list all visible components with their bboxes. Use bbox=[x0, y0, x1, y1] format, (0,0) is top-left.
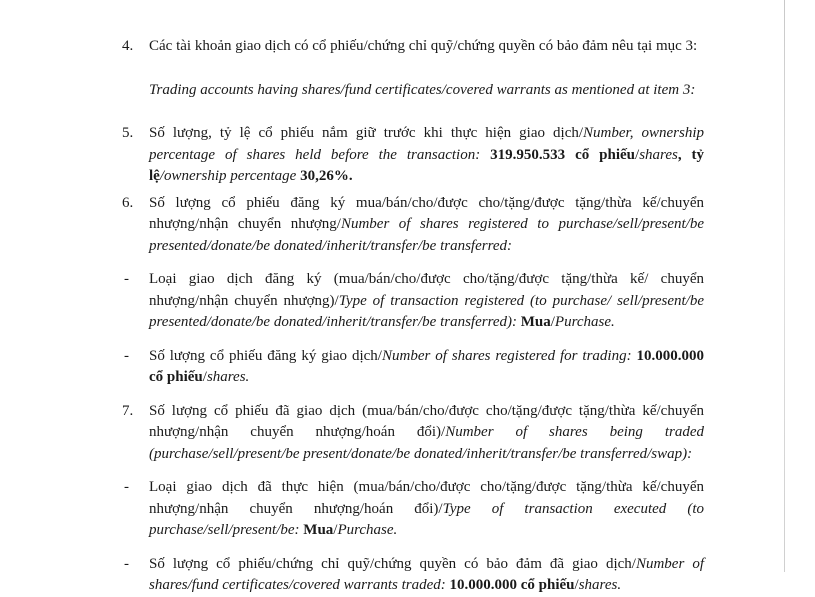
item-7a-slash: / bbox=[333, 522, 338, 538]
item-7b-text-vi: Số lượng cổ phiếu/chứng chỉ quỹ/chứng quyền có bảo đảm đã giao dịch/ bbox=[149, 555, 636, 572]
item-6b-text-en: Number of shares registered for trading: bbox=[381, 347, 632, 364]
item-5-shares-en: shares bbox=[639, 146, 678, 163]
item-5-ratio-label: , tỷ lệ bbox=[149, 146, 705, 184]
item-4-number: 4. bbox=[122, 38, 134, 54]
item-6a-value: Mua bbox=[520, 314, 551, 330]
item-7-transaction-type bbox=[122, 477, 704, 542]
item-5 bbox=[122, 123, 704, 188]
item-6-transaction-type bbox=[122, 269, 704, 334]
scan-edge-line bbox=[784, 0, 785, 572]
item-6a-value-en: Purchase. bbox=[554, 314, 615, 330]
item-6b-text-vi: Số lượng cổ phiếu đăng ký giao dịch/ bbox=[149, 347, 382, 364]
item-6 bbox=[122, 193, 704, 258]
item-4-english bbox=[122, 80, 704, 102]
item-7a-text-vi: Loại giao dịch đã thực hiện (mua/bán/cho/được cho/tặng/được tặng/thừa kế/chuyển nhượng/nhận chuyển nhượng/hoán đổi)/ bbox=[149, 479, 704, 517]
item-6a-text-en: Type of transaction registered (to purchase/ sell/present/be presented/donate/be donated/inherit/transfer/be transferred): bbox=[149, 292, 704, 330]
item-6-number: 6. bbox=[122, 194, 134, 211]
item-7-traded-shares bbox=[122, 554, 704, 597]
item-6-text-vi: Số lượng cổ phiếu đăng ký mua/bán/cho/được cho/tặng/được tặng/thừa kế/chuyển nhượng/nhận chuyển nhượng/ bbox=[149, 194, 704, 232]
item-7-text-vi: Số lượng cổ phiếu đã giao dịch (mua/bán/cho/được cho/tặng/được tặng/thừa kế/chuyển nhượng/nhận chuyển nhượng/hoán đổi)/ bbox=[149, 402, 704, 440]
item-5-ratio-value: 30,26%. bbox=[300, 168, 353, 184]
item-7b-slash: / bbox=[574, 577, 579, 593]
item-5-text-vi: Số lượng, tỷ lệ cổ phiếu nắm giữ trước khi thực hiện giao dịch/ bbox=[149, 125, 584, 141]
item-7b-text-en: Number of shares/fund certificates/covered warrants traded: bbox=[149, 555, 705, 593]
item-7b-value: 10.000.000 cổ phiếu bbox=[449, 577, 575, 593]
item-7b-value-en: shares. bbox=[578, 577, 622, 593]
dash-marker: - bbox=[124, 479, 129, 495]
item-6a-text-vi: Loại giao dịch đăng ký (mua/bán/cho/được cho/tặng/được tặng/thừa kế/ chuyển nhượng/nhận chuyển nhượng)/ bbox=[149, 271, 704, 309]
item-7a-value: Mua bbox=[303, 522, 334, 538]
dash-marker: - bbox=[124, 347, 129, 364]
item-6-registered-shares bbox=[122, 346, 704, 389]
item-4-text-vi: Các tài khoản giao dịch có cổ phiếu/chứng chỉ quỹ/chứng quyền có bảo đảm nêu tại mục 3: bbox=[149, 38, 698, 54]
item-6b-slash: / bbox=[202, 369, 207, 385]
item-7a-value-en: Purchase. bbox=[337, 522, 398, 538]
item-7-text-en: Number of shares being traded (purchase/sell/present/be present/donate/be donated/inherit/transfer/be transferred/swap): bbox=[149, 424, 705, 462]
item-5-shares-value: 319.950.533 cổ phiếu bbox=[490, 146, 636, 163]
document-body bbox=[122, 36, 704, 597]
item-7-number: 7. bbox=[122, 402, 134, 419]
item-5-ratio-en: /ownership percentage bbox=[159, 168, 297, 184]
item-5-slash: / bbox=[635, 146, 640, 163]
item-4 bbox=[122, 36, 704, 58]
item-7a-text-en: Type of transaction executed (to purchase/sell/present/be: bbox=[149, 500, 705, 538]
item-6b-value: 10.000.000 cổ phiếu bbox=[149, 347, 705, 385]
item-5-number: 5. bbox=[122, 125, 134, 141]
item-4-text-en: Trading accounts having shares/fund certificates/covered warrants as mentioned at item 3: bbox=[149, 81, 696, 98]
item-6a-slash: / bbox=[550, 314, 555, 330]
item-6b-value-en: shares. bbox=[206, 369, 250, 385]
dash-marker: - bbox=[124, 555, 129, 572]
dash-marker: - bbox=[124, 271, 129, 287]
item-7 bbox=[122, 401, 704, 466]
item-5-text-en: Number, ownership percentage of shares held before the transaction: bbox=[149, 125, 704, 163]
item-6-text-en: Number of shares registered to purchase/sell/present/be presented/donate/be donated/inherit/transfer/be transferred: bbox=[149, 216, 704, 254]
